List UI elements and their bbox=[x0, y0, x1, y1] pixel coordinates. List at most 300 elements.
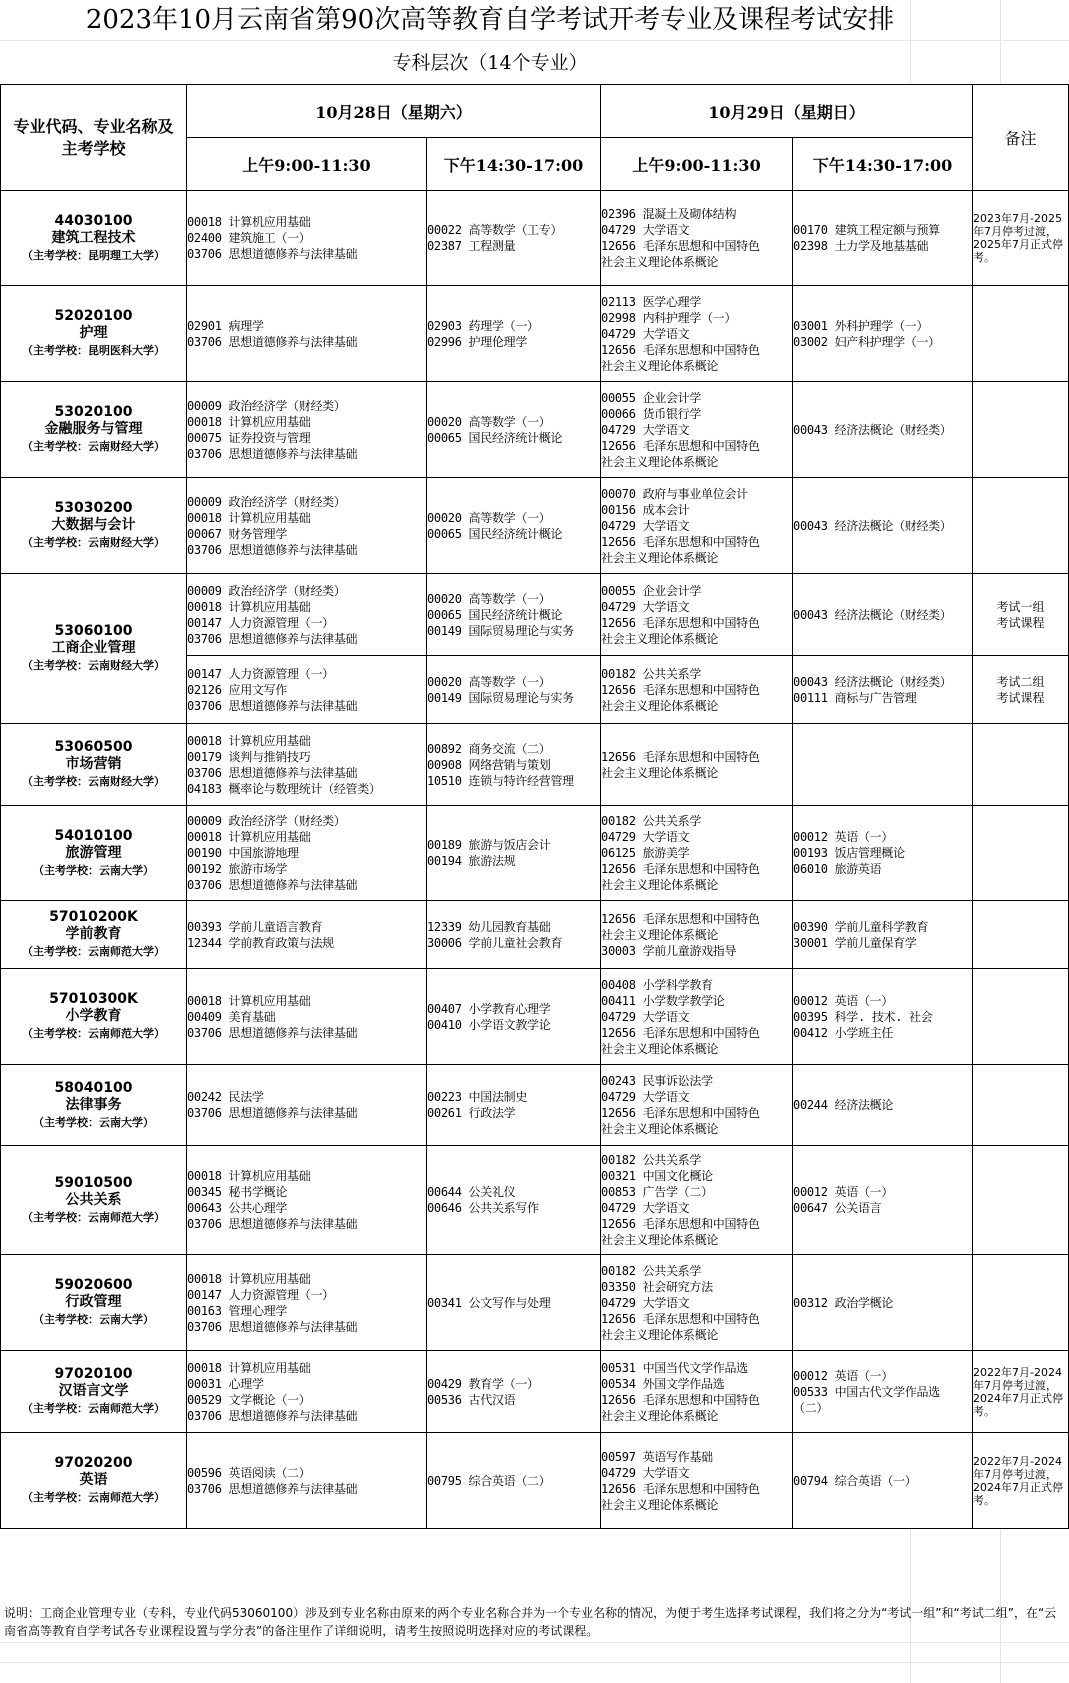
remark-cell bbox=[973, 901, 1069, 969]
course-item: 00012 英语（一） bbox=[793, 830, 894, 844]
course-item: 03706 思想道德修养与法律基础 bbox=[187, 1481, 358, 1496]
remark-cell bbox=[973, 478, 1069, 574]
day2-header: 10月29日（星期日） bbox=[601, 85, 973, 138]
course-item: 00412 小学班主任 bbox=[793, 1025, 894, 1040]
course-item: 00536 古代汉语 bbox=[427, 1392, 516, 1407]
course-item: 00345 秘书学概论 bbox=[187, 1185, 288, 1199]
remark-cell: 2023年7月-2025年7月停考过渡，2025年7月正式停考。 bbox=[973, 191, 1069, 286]
day2-am-cell bbox=[601, 1255, 793, 1351]
major-name: 英语 bbox=[79, 1472, 108, 1488]
course-item: 00018 计算机应用基础 bbox=[187, 599, 311, 614]
page-subtitle: 专科层次（14个专业） bbox=[392, 52, 588, 74]
course-item: 00170 建筑工程定额与预算 bbox=[793, 223, 940, 237]
remark-cell bbox=[973, 286, 1069, 382]
course-item: 社会主义理论体系概论 bbox=[601, 1497, 719, 1512]
day2-am-cell bbox=[601, 191, 793, 286]
course-item: 04729 大学语文 bbox=[601, 1009, 690, 1024]
table-row bbox=[1, 1065, 1069, 1146]
exam-group-remark bbox=[973, 574, 1069, 656]
course-item: 社会主义理论体系概论 bbox=[601, 878, 719, 892]
course-item: 00534 外国文学作品选 bbox=[601, 1376, 725, 1391]
course-item: 社会主义理论体系概论 bbox=[601, 1122, 719, 1136]
course-item: 06010 旅游英语 bbox=[793, 862, 882, 876]
course-item: 12656 毛泽东思想和中国特色 bbox=[601, 911, 760, 926]
course-item: 00018 计算机应用基础 bbox=[187, 993, 311, 1008]
day2-pm-cell bbox=[793, 656, 973, 724]
major-cell bbox=[1, 382, 187, 478]
course-item: 04183 概率论与数理统计（经管类） bbox=[187, 781, 381, 796]
remark-cell bbox=[973, 382, 1069, 478]
course-item: 00055 企业会计学 bbox=[601, 390, 702, 405]
day2-pm-cell bbox=[793, 1065, 973, 1146]
course-item: 00020 高等数学（一） bbox=[427, 510, 551, 525]
major-name: 护理 bbox=[79, 325, 108, 341]
table-row bbox=[1, 1433, 1069, 1529]
major-school: （主考学校：云南财经大学） bbox=[22, 775, 165, 788]
course-item: 社会主义理论体系概论 bbox=[601, 1041, 719, 1056]
course-item: （二） bbox=[793, 1400, 829, 1415]
course-item: 00012 英语（一） bbox=[793, 1368, 894, 1383]
course-item: 00182 公共关系学 bbox=[601, 666, 702, 681]
major-name: 金融服务与管理 bbox=[44, 421, 143, 437]
course-item: 12656 毛泽东思想和中国特色 bbox=[601, 239, 760, 253]
course-item: 03706 思想道德修养与法律基础 bbox=[187, 1025, 358, 1040]
table-row bbox=[1, 478, 1069, 574]
day2-am-cell bbox=[601, 478, 793, 574]
course-item: 30003 学前儿童游戏指导 bbox=[601, 943, 737, 958]
day2-pm-cell bbox=[793, 1351, 973, 1433]
course-item: 12656 毛泽东思想和中国特色 bbox=[601, 1481, 760, 1496]
major-name: 旅游管理 bbox=[65, 844, 122, 861]
course-item: 02903 药理学（一） bbox=[427, 318, 539, 333]
major-code: 53060100 bbox=[54, 623, 133, 639]
major-cell bbox=[1, 1146, 187, 1255]
day2-pm-cell bbox=[793, 724, 973, 806]
course-item: 04729 大学语文 bbox=[601, 326, 690, 341]
course-item: 30006 学前儿童社会教育 bbox=[427, 935, 563, 950]
exam-group-label: 考试一组 bbox=[996, 599, 1045, 614]
course-item: 社会主义理论体系概论 bbox=[601, 765, 719, 780]
remark-cell bbox=[973, 724, 1069, 806]
day2-pm-cell bbox=[793, 969, 973, 1065]
major-cell bbox=[1, 806, 187, 901]
major-code: 57010200K bbox=[49, 909, 138, 925]
major-school: （主考学校：云南财经大学） bbox=[22, 536, 165, 549]
day1-pm-cell bbox=[427, 1433, 601, 1529]
course-item: 社会主义理论体系概论 bbox=[601, 454, 719, 469]
course-item: 04729 大学语文 bbox=[601, 1295, 690, 1310]
day1-am-cell bbox=[187, 286, 427, 382]
major-school: （主考学校：云南财经大学） bbox=[22, 659, 165, 672]
course-item: 00643 公共心理学 bbox=[187, 1201, 288, 1215]
course-item: 00043 经济法概论（财经类） bbox=[793, 674, 952, 689]
course-item: 社会主义理论体系概论 bbox=[601, 631, 719, 646]
major-code: 53030200 bbox=[54, 500, 133, 516]
major-code: 59020600 bbox=[54, 1277, 133, 1293]
course-item: 00012 英语（一） bbox=[793, 993, 894, 1008]
course-item: 03706 思想道德修养与法律基础 bbox=[187, 698, 358, 713]
course-item: 社会主义理论体系概论 bbox=[601, 1327, 719, 1342]
major-school: （主考学校：云南大学） bbox=[33, 1115, 154, 1129]
day2-pm-cell bbox=[793, 382, 973, 478]
course-item: 00223 中国法制史 bbox=[427, 1090, 528, 1104]
course-item: 00182 公共关系学 bbox=[601, 1153, 702, 1167]
course-item: 00533 中国古代文学作品选 bbox=[793, 1384, 940, 1399]
remark-cell bbox=[973, 1146, 1069, 1255]
major-cell bbox=[1, 1351, 187, 1433]
major-code: 97020200 bbox=[54, 1455, 133, 1471]
major-code: 58040100 bbox=[54, 1079, 133, 1096]
course-item: 02387 工程测量 bbox=[427, 239, 516, 253]
day2-am-cell bbox=[601, 286, 793, 382]
course-item: 00009 政治经济学（财经类） bbox=[187, 814, 346, 828]
remark-cell bbox=[973, 969, 1069, 1065]
day2-am-header: 上午9:00-11:30 bbox=[601, 138, 793, 191]
course-item: 03706 思想道德修养与法律基础 bbox=[187, 631, 358, 646]
course-item: 00407 小学教育心理学 bbox=[427, 1001, 551, 1016]
course-item: 00646 公共关系写作 bbox=[427, 1201, 539, 1215]
course-item: 03706 思想道德修养与法律基础 bbox=[187, 1319, 358, 1334]
major-school: （主考学校：云南师范大学） bbox=[22, 1210, 165, 1224]
course-item: 00892 商务交流（二） bbox=[427, 741, 551, 756]
course-item: 04729 大学语文 bbox=[601, 518, 690, 533]
course-item: 03350 社会研究方法 bbox=[601, 1279, 713, 1294]
course-item: 04729 大学语文 bbox=[601, 1201, 690, 1215]
course-item: 00242 民法学 bbox=[187, 1090, 264, 1104]
course-item: 03706 思想道德修养与法律基础 bbox=[187, 334, 358, 349]
day2-pm-cell bbox=[793, 806, 973, 901]
course-item: 00009 政治经济学（财经类） bbox=[187, 494, 346, 509]
day2-am-cell bbox=[601, 1065, 793, 1146]
major-school: （主考学校：云南大学） bbox=[33, 1313, 154, 1326]
course-item: 00410 小学语文教学论 bbox=[427, 1017, 551, 1032]
major-cell bbox=[1, 478, 187, 574]
major-name: 建筑工程技术 bbox=[51, 229, 136, 246]
day2-pm-cell bbox=[793, 1146, 973, 1255]
remark-cell bbox=[973, 806, 1069, 901]
course-item: 00147 人力资源管理（一） bbox=[187, 666, 334, 681]
grid-line bbox=[0, 1662, 1069, 1663]
course-item: 03706 思想道德修养与法律基础 bbox=[187, 765, 358, 780]
day1-pm-cell bbox=[427, 1065, 601, 1146]
major-name: 工商企业管理 bbox=[51, 640, 136, 656]
course-item: 03706 思想道德修养与法律基础 bbox=[187, 1106, 358, 1120]
course-item: 00020 高等数学（一） bbox=[427, 674, 551, 689]
table-row bbox=[1, 382, 1069, 478]
course-item: 12656 毛泽东思想和中国特色 bbox=[601, 749, 760, 764]
course-item: 00055 企业会计学 bbox=[601, 583, 702, 598]
course-item: 12656 毛泽东思想和中国特色 bbox=[601, 1311, 760, 1326]
major-school: （主考学校：云南财经大学） bbox=[22, 440, 165, 453]
major-name: 法律事务 bbox=[65, 1096, 122, 1113]
day2-pm-cell bbox=[793, 478, 973, 574]
table-row bbox=[1, 191, 1069, 286]
course-item: 00908 网络营销与策划 bbox=[427, 757, 551, 772]
exam-group-label: 考试课程 bbox=[996, 615, 1045, 630]
course-item: 00075 证券投资与管理 bbox=[187, 430, 311, 445]
course-item: 00065 国民经济统计概论 bbox=[427, 430, 563, 445]
course-item: 社会主义理论体系概论 bbox=[601, 1408, 719, 1423]
course-item: 12656 毛泽东思想和中国特色 bbox=[601, 862, 760, 876]
day1-pm-cell bbox=[427, 969, 601, 1065]
course-item: 社会主义理论体系概论 bbox=[601, 358, 719, 373]
course-item: 社会主义理论体系概论 bbox=[601, 550, 719, 565]
day1-am-cell bbox=[187, 806, 427, 901]
course-item: 04729 大学语文 bbox=[601, 422, 690, 437]
day2-pm-cell bbox=[793, 286, 973, 382]
course-item: 12656 毛泽东思想和中国特色 bbox=[601, 1392, 760, 1407]
course-item: 00009 政治经济学（财经类） bbox=[187, 398, 346, 413]
course-item: 03001 外科护理学（一） bbox=[793, 318, 929, 333]
course-item: 02126 应用文写作 bbox=[187, 682, 288, 697]
day1-pm-cell bbox=[427, 286, 601, 382]
major-column-header: 专业代码、专业名称及主考学校 bbox=[1, 85, 187, 191]
course-item: 12656 毛泽东思想和中国特色 bbox=[601, 438, 760, 453]
course-item: 00043 经济法概论（财经类） bbox=[793, 422, 952, 437]
course-item: 00411 小学数学教学论 bbox=[601, 993, 725, 1008]
course-item: 03002 妇产科护理学（一） bbox=[793, 334, 940, 349]
day2-am-cell bbox=[601, 1433, 793, 1529]
course-item: 00393 学前儿童语言教育 bbox=[187, 919, 323, 934]
major-code: 57010300K bbox=[49, 991, 138, 1007]
course-item: 00244 经济法概论 bbox=[793, 1098, 894, 1112]
day1-header: 10月28日（星期六） bbox=[187, 85, 601, 138]
major-school: （主考学校：云南师范大学） bbox=[22, 1491, 165, 1504]
course-item: 00163 管理心理学 bbox=[187, 1303, 288, 1318]
grid-line bbox=[0, 1642, 1069, 1643]
major-school: （主考学校：昆明医科大学） bbox=[22, 344, 165, 357]
course-item: 00018 计算机应用基础 bbox=[187, 733, 311, 748]
course-item: 00018 计算机应用基础 bbox=[187, 1271, 311, 1286]
course-item: 12656 毛泽东思想和中国特色 bbox=[601, 534, 760, 549]
day2-am-cell bbox=[601, 656, 793, 724]
major-cell bbox=[1, 1065, 187, 1146]
day2-am-cell bbox=[601, 806, 793, 901]
day2-pm-cell bbox=[793, 191, 973, 286]
day2-am-cell bbox=[601, 1351, 793, 1433]
day1-pm-cell bbox=[427, 901, 601, 969]
major-cell bbox=[1, 286, 187, 382]
table-row bbox=[1, 901, 1069, 969]
major-code: 54010100 bbox=[54, 827, 133, 844]
day1-am-cell bbox=[187, 1255, 427, 1351]
major-name: 市场营销 bbox=[65, 756, 122, 772]
major-name: 学前教育 bbox=[65, 926, 122, 942]
course-item: 00529 文学概论（一） bbox=[187, 1392, 311, 1407]
table-row bbox=[1, 806, 1069, 901]
course-item: 00429 教育学（一） bbox=[427, 1376, 539, 1391]
major-code: 59010500 bbox=[54, 1174, 133, 1191]
major-code: 53020100 bbox=[54, 404, 133, 420]
course-item: 03706 思想道德修养与法律基础 bbox=[187, 1408, 358, 1423]
major-name: 大数据与会计 bbox=[51, 517, 136, 533]
major-cell bbox=[1, 1433, 187, 1529]
day1-am-cell bbox=[187, 969, 427, 1065]
course-item: 00794 综合英语（一） bbox=[793, 1473, 917, 1488]
course-item: 03706 思想道德修养与法律基础 bbox=[187, 446, 358, 461]
day2-am-cell bbox=[601, 969, 793, 1065]
major-cell bbox=[1, 901, 187, 969]
major-cell bbox=[1, 724, 187, 806]
remark-cell: 2022年7月-2024年7月停考过渡，2024年7月正式停考。 bbox=[973, 1433, 1069, 1529]
table-row bbox=[1, 969, 1069, 1065]
course-item: 00647 公关语言 bbox=[793, 1201, 882, 1215]
course-item: 00189 旅游与饭店会计 bbox=[427, 838, 551, 852]
course-item: 社会主义理论体系概论 bbox=[601, 1233, 719, 1247]
course-item: 00597 英语写作基础 bbox=[601, 1449, 713, 1464]
course-item: 04729 大学语文 bbox=[601, 223, 690, 237]
course-item: 00022 高等数学（工专） bbox=[427, 223, 563, 237]
course-item: 00596 英语阅读（二） bbox=[187, 1465, 311, 1480]
course-item: 00312 政治学概论 bbox=[793, 1295, 894, 1310]
table-row bbox=[1, 724, 1069, 806]
day1-pm-cell bbox=[427, 656, 601, 724]
course-item: 社会主义理论体系概论 bbox=[601, 927, 719, 942]
course-item: 12656 毛泽东思想和中国特色 bbox=[601, 1106, 760, 1120]
day1-pm-cell bbox=[427, 382, 601, 478]
course-item: 00193 饭店管理概论 bbox=[793, 846, 905, 860]
course-item: 30001 学前儿童保育学 bbox=[793, 935, 917, 950]
course-item: 00043 经济法概论（财经类） bbox=[793, 518, 952, 533]
major-code: 53060500 bbox=[54, 739, 133, 755]
day1-am-cell bbox=[187, 382, 427, 478]
day1-pm-cell bbox=[427, 1146, 601, 1255]
exam-schedule-table bbox=[0, 84, 1069, 1529]
day2-pm-cell bbox=[793, 1433, 973, 1529]
course-item: 00156 成本会计 bbox=[601, 502, 690, 517]
course-item: 02113 医学心理学 bbox=[601, 294, 702, 309]
course-item: 00147 人力资源管理（一） bbox=[187, 615, 334, 630]
course-item: 00192 旅游市场学 bbox=[187, 862, 288, 876]
exam-group-label: 考试二组 bbox=[996, 674, 1045, 689]
table-row bbox=[1, 1146, 1069, 1255]
course-item: 00018 计算机应用基础 bbox=[187, 1169, 311, 1183]
day1-am-cell bbox=[187, 191, 427, 286]
day1-pm-header: 下午14:30-17:00 bbox=[427, 138, 601, 191]
course-item: 12656 毛泽东思想和中国特色 bbox=[601, 1217, 760, 1231]
table-row bbox=[1, 286, 1069, 382]
day1-pm-cell bbox=[427, 806, 601, 901]
course-item: 12656 毛泽东思想和中国特色 bbox=[601, 682, 760, 697]
major-code: 44030100 bbox=[54, 212, 133, 229]
day1-am-cell bbox=[187, 1065, 427, 1146]
course-item: 00009 政治经济学（财经类） bbox=[187, 583, 346, 598]
major-school: （主考学校：云南师范大学） bbox=[22, 945, 165, 958]
day1-pm-cell bbox=[427, 1351, 601, 1433]
major-school: （主考学校：云南师范大学） bbox=[22, 1027, 165, 1040]
course-item: 00018 计算机应用基础 bbox=[187, 1360, 311, 1375]
remark-cell: 2022年7月-2024年7月停考过渡，2024年7月正式停考。 bbox=[973, 1351, 1069, 1433]
course-item: 00031 心理学 bbox=[187, 1376, 264, 1391]
course-item: 00194 旅游法规 bbox=[427, 854, 516, 868]
course-item: 02996 护理伦理学 bbox=[427, 334, 528, 349]
day2-pm-cell bbox=[793, 574, 973, 656]
grid-line bbox=[0, 40, 1069, 41]
day1-am-cell bbox=[187, 478, 427, 574]
course-item: 00043 经济法概论（财经类） bbox=[793, 607, 952, 622]
course-item: 00321 中国文化概论 bbox=[601, 1169, 713, 1183]
course-item: 00018 计算机应用基础 bbox=[187, 830, 311, 844]
course-item: 12339 幼儿园教育基础 bbox=[427, 919, 551, 934]
major-school: （主考学校：昆明理工大学） bbox=[22, 248, 165, 262]
day1-pm-cell bbox=[427, 478, 601, 574]
day1-pm-cell bbox=[427, 1255, 601, 1351]
course-item: 00067 财务管理学 bbox=[187, 526, 288, 541]
course-item: 00409 美育基础 bbox=[187, 1009, 276, 1024]
major-cell bbox=[1, 574, 187, 724]
course-item: 12656 毛泽东思想和中国特色 bbox=[601, 1025, 760, 1040]
course-item: 04729 大学语文 bbox=[601, 599, 690, 614]
course-item: 00012 英语（一） bbox=[793, 1185, 894, 1199]
course-item: 12344 学前教育政策与法规 bbox=[187, 935, 334, 950]
major-code: 52020100 bbox=[54, 308, 133, 324]
course-item: 00531 中国当代文学作品选 bbox=[601, 1360, 748, 1375]
course-item: 00149 国际贸易理论与实务 bbox=[427, 623, 574, 638]
course-item: 00390 学前儿童科学教育 bbox=[793, 919, 929, 934]
course-item: 03706 思想道德修养与法律基础 bbox=[187, 878, 358, 892]
course-item: 00070 政府与事业单位会计 bbox=[601, 486, 748, 501]
course-item: 00182 公共关系学 bbox=[601, 1263, 702, 1278]
day2-am-cell bbox=[601, 574, 793, 656]
day1-am-cell bbox=[187, 724, 427, 806]
course-item: 04729 大学语文 bbox=[601, 830, 690, 844]
day2-pm-cell bbox=[793, 901, 973, 969]
day2-am-cell bbox=[601, 382, 793, 478]
day1-am-cell bbox=[187, 1351, 427, 1433]
day1-am-header: 上午9:00-11:30 bbox=[187, 138, 427, 191]
course-item: 00065 国民经济统计概论 bbox=[427, 607, 563, 622]
table-row bbox=[1, 1255, 1069, 1351]
course-item: 00179 谈判与推销技巧 bbox=[187, 749, 311, 764]
major-name: 汉语言文学 bbox=[58, 1383, 129, 1399]
major-cell bbox=[1, 191, 187, 286]
course-item: 00261 行政法学 bbox=[427, 1106, 516, 1120]
day2-am-cell bbox=[601, 1146, 793, 1255]
course-item: 00408 小学科学教育 bbox=[601, 977, 713, 992]
course-item: 12656 毛泽东思想和中国特色 bbox=[601, 342, 760, 357]
page-title: 2023年10月云南省第90次高等教育自学考试开考专业及课程考试安排 bbox=[85, 5, 895, 35]
major-name: 公共关系 bbox=[65, 1191, 122, 1208]
course-item: 社会主义理论体系概论 bbox=[601, 255, 719, 269]
course-item: 00147 人力资源管理（一） bbox=[187, 1287, 334, 1302]
course-item: 00243 民事诉讼法学 bbox=[601, 1074, 713, 1088]
course-item: 03706 思想道德修养与法律基础 bbox=[187, 542, 358, 557]
course-item: 00066 货币银行学 bbox=[601, 406, 702, 421]
major-school: （主考学校：云南师范大学） bbox=[22, 1402, 165, 1415]
day1-am-cell bbox=[187, 1146, 427, 1255]
major-cell bbox=[1, 1255, 187, 1351]
course-item: 00018 计算机应用基础 bbox=[187, 215, 311, 229]
course-item: 00341 公文写作与处理 bbox=[427, 1295, 551, 1310]
table-row bbox=[1, 1351, 1069, 1433]
remark-header: 备注 bbox=[973, 85, 1069, 191]
course-item: 04729 大学语文 bbox=[601, 1090, 690, 1104]
day1-am-cell bbox=[187, 901, 427, 969]
day2-am-cell bbox=[601, 724, 793, 806]
course-item: 00644 公关礼仪 bbox=[427, 1185, 516, 1199]
course-item: 00020 高等数学（一） bbox=[427, 414, 551, 429]
day1-am-cell bbox=[187, 574, 427, 656]
course-item: 社会主义理论体系概论 bbox=[601, 698, 719, 713]
day2-am-cell bbox=[601, 901, 793, 969]
course-item: 00149 国际贸易理论与实务 bbox=[427, 690, 574, 705]
exam-group-label: 考试课程 bbox=[996, 690, 1045, 705]
course-item: 00182 公共关系学 bbox=[601, 814, 702, 828]
explanation-note: 说明：工商企业管理专业（专科，专业代码53060100）涉及到专业名称由原来的两个专业名称合并为一个专业名称的情况，为便于考生选择考试课程，我们将之分为“考试一组”和“考试二组”，在“云南省高等教育自学考试各专业课程设置与学分表”的备注里作了详细说明，请考生按照说明选择对应的考试课程。 bbox=[4, 1606, 1057, 1638]
major-name: 小学教育 bbox=[65, 1008, 122, 1024]
table-row bbox=[1, 574, 1069, 656]
day2-pm-cell bbox=[793, 1255, 973, 1351]
